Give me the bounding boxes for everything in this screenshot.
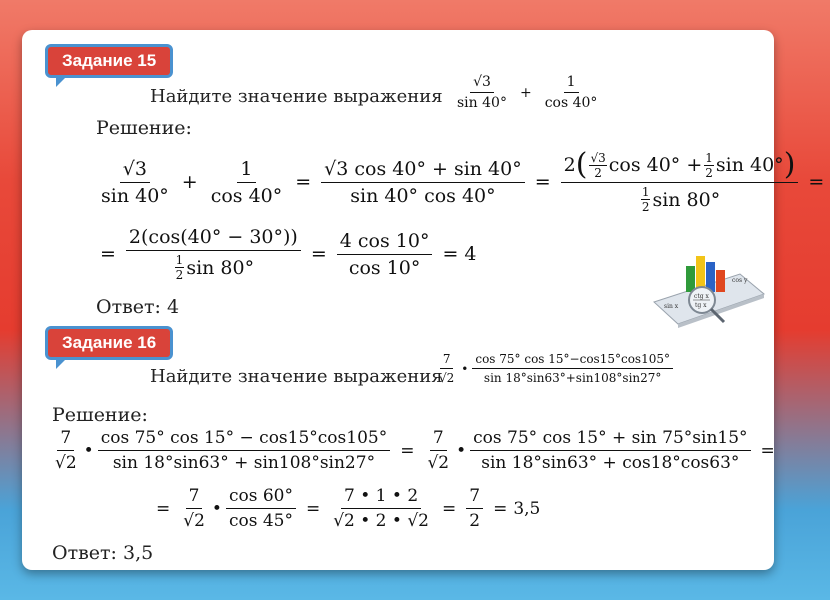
clip-tg: tg x bbox=[695, 302, 707, 309]
task16-prompt bbox=[150, 366, 443, 387]
task15-expr-frac-a: $\frac{√3}{\sin 40^\circ}$ bbox=[457, 74, 507, 111]
task16-expression bbox=[432, 352, 677, 385]
task16-prompt-text: Найдите значение выражения bbox=[150, 366, 443, 387]
task15-prompt bbox=[150, 86, 443, 107]
equals-sign: = bbox=[305, 498, 321, 519]
frac: $\frac{7}{2}$ bbox=[466, 486, 483, 531]
equals-sign: = bbox=[100, 243, 116, 265]
trig-clipart-icon bbox=[648, 252, 768, 332]
frac: $\frac{7 • 1 • 2}{√2 • 2 • √2}$ bbox=[333, 486, 429, 531]
frac: $\frac{1}{\cos 40^\circ}$ bbox=[210, 157, 283, 207]
task16-badge bbox=[45, 326, 173, 360]
task15-solution-line2 bbox=[94, 226, 476, 282]
task16-solution-line2: = $\frac{7}{√2}$ • $\frac{\cos 60^\circ}{\cos 45^\circ}$ = $\frac{7 • 1 • 2}{√2 • 2 • √2}$ = $\frac{7}{2}$ = 3,5 bbox=[156, 486, 541, 531]
frac: $\frac{7}{√2}$ bbox=[183, 486, 205, 531]
frac: $\frac{7}{√2}$ bbox=[55, 428, 77, 473]
task16-badge-text: Задание 16 bbox=[62, 333, 157, 352]
equals-sign: = bbox=[808, 171, 825, 193]
equals-sign: = bbox=[400, 440, 415, 461]
task15-badge bbox=[45, 44, 173, 78]
task15-answer: Ответ: 4 bbox=[96, 296, 180, 318]
task15-badge-text: Задание 15 bbox=[62, 51, 157, 70]
equals-sign: = bbox=[310, 243, 327, 265]
equals-sign: = bbox=[156, 498, 171, 519]
chart-bar-red bbox=[716, 270, 725, 292]
plus-sign: + bbox=[181, 171, 198, 193]
task15-result: 4 bbox=[464, 243, 477, 265]
frac: $\frac{\cos 75^\circ \cos 15^\circ-\cos 15^\circ\cos 105^\circ}{\sin 18^\circ\sin 63^\circ+\sin 108^\circ\sin 27^\circ}$ bbox=[472, 352, 673, 385]
frac: $\frac{7}{√2}$ bbox=[427, 428, 450, 473]
task16-solution-line1: $\frac{7}{√2}$ • $\frac{\cos 75^\circ \cos 15^\circ - \cos 15^\circ\cos 105^\circ}{\sin 18^\circ\sin 63^\circ + \sin 108^\circ\sin 27^\circ}$ = $\frac{7}{√2}$ • $\frac{\cos 75^\circ \cos 15^\circ + \sin 75^\circ\sin 15^\circ}{\sin 18^\circ\sin 63^\circ + \cos 18^\circ\cos 63^\circ}$ = bbox=[48, 428, 781, 473]
equals-sign: = bbox=[493, 498, 508, 519]
chart-bar-green bbox=[686, 266, 695, 292]
task16-result: 3,5 bbox=[513, 498, 541, 519]
plus-sign: + bbox=[519, 84, 532, 101]
task16-answer: Ответ: 3,5 bbox=[52, 542, 154, 564]
clip-cos: cos y bbox=[732, 277, 748, 284]
task15-solution-label: Решение: bbox=[96, 117, 192, 139]
equals-sign: = bbox=[442, 498, 457, 519]
frac: $\frac{√3}{\sin 40^\circ}$ bbox=[101, 157, 169, 207]
task16-solution-label: Решение: bbox=[52, 404, 148, 426]
bullet-dot: • bbox=[461, 361, 469, 376]
frac: $\frac{7}{√2}$ bbox=[439, 352, 455, 385]
task15-prompt-text: Найдите значение выражения bbox=[150, 86, 443, 107]
frac: $\frac{4 \cos 10^\circ}{\cos 10^\circ}$ bbox=[337, 230, 433, 279]
frac: $\frac{√3 \cos 40^\circ + \sin 40^\circ}{\sin 40^\circ \cos 40^\circ}$ bbox=[321, 158, 525, 207]
equals-sign: = bbox=[295, 171, 312, 193]
clip-sin: sin x bbox=[664, 303, 679, 310]
clip-ctg: ctg x bbox=[694, 293, 709, 300]
frac: $\frac{\cos 75^\circ \cos 15^\circ + \sin 75^\circ\sin 15^\circ}{\sin 18^\circ\sin 63^\circ + \cos 18^\circ\cos 63^\circ}$ bbox=[470, 428, 750, 473]
task15-expression bbox=[450, 74, 604, 111]
frac: $\frac{\cos 60^\circ}{\cos 45^\circ}$ bbox=[226, 486, 296, 531]
frac: $\frac{\cos 75^\circ \cos 15^\circ - \cos 15^\circ\cos 105^\circ}{\sin 18^\circ\sin 63^\circ + \sin 108^\circ\sin 27^\circ}$ bbox=[98, 428, 391, 473]
task15-solution-line1 bbox=[94, 147, 830, 214]
equals-sign: = bbox=[442, 243, 459, 265]
frac: 2(cos(40° − 30°)) 1 2 sin 80° bbox=[126, 226, 301, 282]
equals-sign: = bbox=[760, 440, 775, 461]
frac: 2 ( √3 2 cos 40° + $\frac{1}{2}$ sin 40° ) 1 2 sin 80° bbox=[561, 150, 799, 214]
task15-expr-frac-b: $\frac{1}{\cos 40^\circ}$ bbox=[544, 74, 598, 111]
equals-sign: = bbox=[534, 171, 551, 193]
